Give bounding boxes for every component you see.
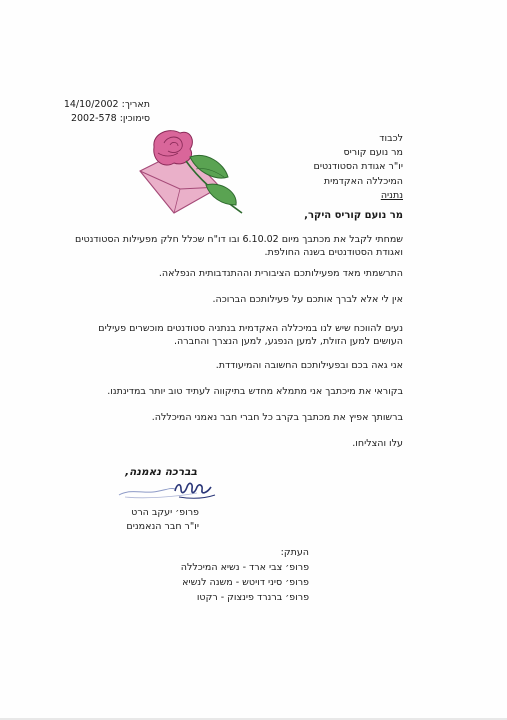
sender-name: פרופ׳ יעקב הרט bbox=[131, 507, 199, 518]
paragraph bbox=[352, 438, 403, 450]
reference-line: סימוכין: 2002-578 bbox=[70, 113, 150, 124]
paragraph-line: בקוראי את מיכתבך אני מתמלא מחדש בתיקווה לעתיד טוב יותר במדינתנו. bbox=[107, 386, 403, 397]
paragraph-line: התרשמתי מאד מפעילותכם הציבורית וההתנדבותית הנפלאה. bbox=[158, 268, 403, 279]
sender-title: יו"ר חבר הנאמנים bbox=[126, 521, 199, 532]
cc-block bbox=[181, 545, 309, 605]
paragraph bbox=[216, 360, 403, 372]
cc-line: פרופ׳ ברנרד פינצוק - רקטו bbox=[196, 592, 309, 603]
paragraph bbox=[159, 268, 403, 280]
paragraph-line: אין לי אלא לברך אותכם על פעילותכם הברוכה. bbox=[212, 294, 403, 305]
date-block bbox=[30, 98, 150, 126]
handwritten-signature bbox=[115, 477, 220, 507]
paragraph-line: נעים להווכח שיש לנו במיכללה האקדמית בנתניה סטודנטים מוכשרים פעילים bbox=[98, 323, 403, 334]
cc-line: פרופ׳ צבי ארד - נשיא המיכללה bbox=[180, 562, 309, 573]
greeting: מר נועם קוריס היקר, bbox=[304, 210, 403, 221]
cc-line: פרופ׳ סיני דויטש - משנה לנשיא bbox=[182, 577, 309, 588]
paragraph-line: ואגודת הסטודנטים בשנה החולפת. bbox=[264, 247, 403, 258]
recipient-address bbox=[314, 132, 403, 203]
rose-envelope-illustration bbox=[124, 127, 249, 217]
cc-label: העתק: bbox=[280, 547, 309, 558]
paragraph bbox=[98, 322, 403, 348]
address-line: לכבוד bbox=[379, 133, 403, 144]
paragraph-line: העושים למען הזולת, למען הנפגע, למען הנצרך והחברה. bbox=[174, 336, 403, 347]
paragraph bbox=[107, 386, 403, 398]
address-line: מר נועם קוריס bbox=[343, 147, 403, 159]
paragraph-line: אני גאה בכם ובפעילותכם החשובה והמיעודדת. bbox=[215, 360, 403, 371]
address-line: המיכללה האקדמית bbox=[323, 175, 403, 187]
address-city: נתניה bbox=[380, 189, 403, 201]
paragraph-line: ברשותך אפיץ את מכתבך בקרב כל חברי חבר נאמני המיכללה. bbox=[151, 412, 403, 423]
date-line: תאריך: 14/10/2002 bbox=[63, 99, 150, 110]
rose-flower bbox=[154, 131, 193, 165]
paragraph-line: שמחתי לקבל את מכתבך מיום 6.10.02 ובו דו"ח שכלל חלק מפעילות הסטודנטים bbox=[75, 234, 403, 245]
paragraph bbox=[75, 233, 403, 259]
sender-block bbox=[126, 506, 199, 534]
address-line: יו"ר אגודת הסטודנטים bbox=[313, 161, 403, 173]
paragraph bbox=[212, 294, 403, 306]
closing: בברכה נאמנה, bbox=[125, 466, 197, 478]
paragraph-line: עלו והצליחו. bbox=[352, 438, 403, 449]
paragraph bbox=[152, 412, 403, 424]
